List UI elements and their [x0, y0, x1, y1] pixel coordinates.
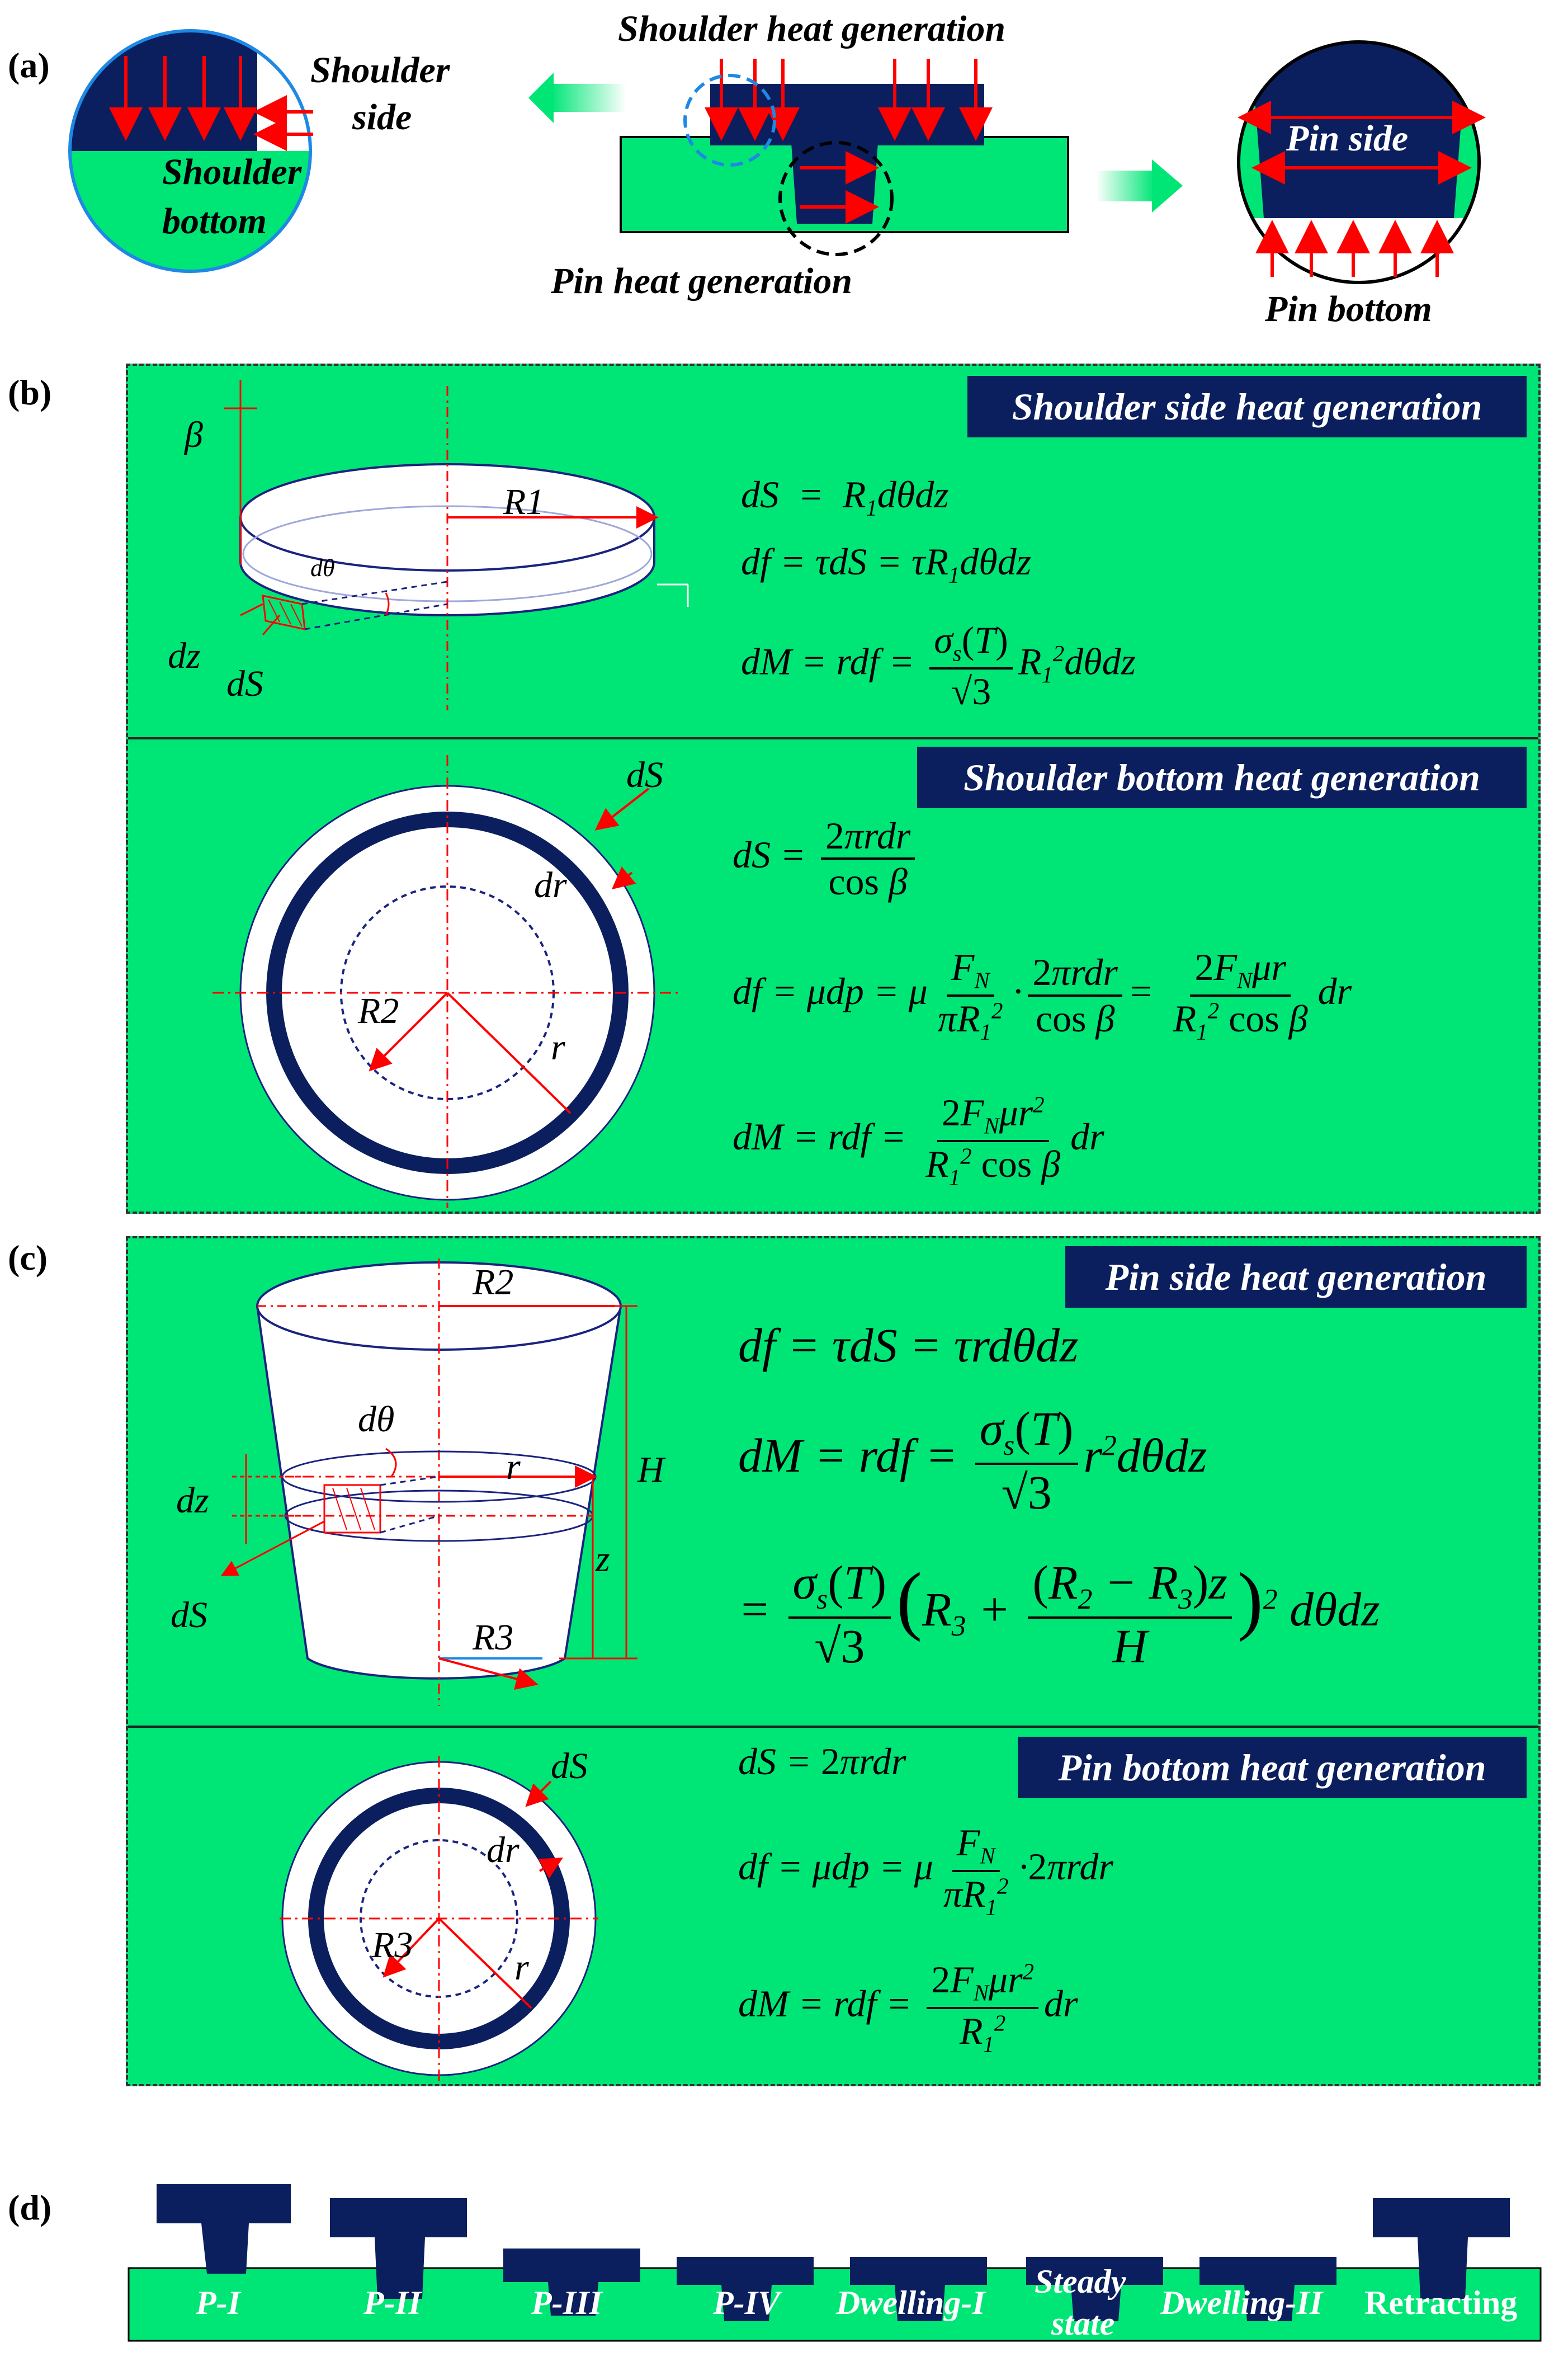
dtheta-label-c: dθ [358, 1399, 395, 1440]
pin-side-label: Pin side [1286, 118, 1409, 159]
step-retracting: Retracting [1364, 2284, 1518, 2321]
step-p2: P-II [363, 2284, 422, 2321]
shoulder-side-label: Shoulder [310, 50, 450, 91]
panel-d-label: (d) [8, 2188, 52, 2227]
step-p1: P-I [196, 2284, 240, 2321]
shoulder-heat-generation-title: Shoulder heat generation [618, 8, 1006, 49]
r-label-cb: r [514, 1947, 529, 1988]
eq-shoulder-side-ds: dS = $R_1d\theta dz$ [741, 473, 949, 521]
dz-label-c: dz [176, 1480, 209, 1521]
r-label-c: r [506, 1446, 521, 1487]
ds-label-2: dS [626, 755, 663, 795]
eq-shoulder-side-df: df = $\tau dS = \tau R_1d\theta dz$ [741, 540, 1032, 588]
pin-bottom-label: Pin bottom [1265, 289, 1432, 329]
step-state: state [1051, 2305, 1115, 2342]
dr-label-c: dr [487, 1830, 519, 1870]
step-dwelling-1: Dwelling-I [836, 2284, 985, 2321]
dz-label: dz [168, 635, 201, 676]
eq-pin-side-dm2: = $\frac{\sigma_s(T)}{√3}$ ($R_3$ + $\frac{(R_2 - R_3)z}{H}$ )$^2$ dθdz [738, 1555, 1380, 1673]
shoulder-side-title-bar: Shoulder side heat generation [967, 376, 1527, 437]
shoulder-bottom-label: Shoulder [162, 152, 302, 192]
r2-label-c: R2 [473, 1262, 514, 1303]
shoulder-side-label-2: side [352, 97, 412, 138]
step-p3: P-III [531, 2284, 602, 2321]
r1-label: R1 [503, 482, 545, 522]
r2-label: R2 [358, 991, 399, 1031]
shoulder-bottom-title-bar: Shoulder bottom heat generation [917, 747, 1527, 808]
eq-shoulder-bottom-ds: dS = $\frac{\text{2πrdr}}{\text{cos β}}$ [733, 814, 920, 903]
h-label: H [637, 1449, 664, 1490]
eq-shoulder-bottom-df: df = μdp = μ $\frac{F_N}{\pi R_1^2}$ · $\frac{\text{2πrdr}}{\text{cos β}}$ = $\frac{2F_N\mu r}{R_1^2 \cos \beta}$ dr [733, 946, 1352, 1045]
beta-label: β [185, 414, 203, 455]
pin-heat-generation-title: Pin heat generation [551, 261, 853, 301]
step-p4: P-IV [713, 2284, 780, 2321]
z-label: z [596, 1539, 610, 1580]
panel-a-label: (a) [8, 45, 50, 85]
panel-c-label: (c) [8, 1238, 48, 1278]
eq-pin-side-dm: dM = rdf = $\frac{\sigma_s(T)}{√3}$ $r^2d\theta dz$ [738, 1402, 1207, 1519]
eq-shoulder-bottom-dm: dM = rdf = $\frac{2F_N\mu r^2}{R_1^2 \cos \beta}$ dr [733, 1091, 1104, 1190]
r3-label: R3 [473, 1617, 514, 1658]
ds-label: dS [226, 663, 263, 704]
pin-side-title-bar: Pin side heat generation [1065, 1246, 1527, 1308]
r-label: r [551, 1027, 565, 1068]
eq-pin-bottom-dm: dM = rdf = $\frac{2F_N\mu r^2}{R_1^2}$ dr [738, 1958, 1078, 2057]
r3-label-b: R3 [372, 1925, 413, 1965]
eq-shoulder-side-dm: dM = rdf = $\frac{\sigma_s(T)}{√3}$ $R_1^2d\theta dz$ [741, 619, 1136, 713]
eq-pin-bottom-df: df = μdp = μ $\frac{F_N}{\pi R_1^2}$ ·2πrdr [738, 1821, 1113, 1920]
shoulder-bottom-label-2: bottom [162, 201, 267, 242]
eq-pin-side-df: df = τdS = τrdθdz [738, 1318, 1079, 1372]
step-steady: Steady [1035, 2263, 1126, 2300]
eq-pin-bottom-ds: dS = 2πrdr [738, 1740, 906, 1783]
dtheta-label: dθ [310, 554, 335, 582]
dr-label: dr [534, 865, 567, 906]
step-dwelling-2: Dwelling-II [1160, 2284, 1323, 2321]
pin-bottom-title-bar: Pin bottom heat generation [1018, 1737, 1527, 1798]
ds-label-c2: dS [551, 1746, 588, 1787]
panel-b-label: (b) [8, 373, 52, 412]
ds-label-c: dS [171, 1595, 207, 1635]
